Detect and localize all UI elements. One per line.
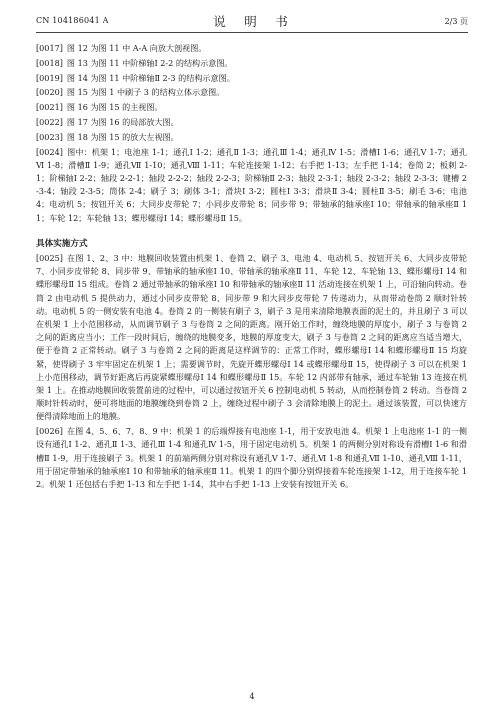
section-heading: 具体实施方式 <box>36 238 88 249</box>
paragraph-number: [0017] <box>36 43 63 53</box>
paragraph <box>36 252 467 424</box>
page-indicator: 2/3 页 <box>444 17 468 26</box>
paragraph <box>36 425 467 491</box>
paragraph-number: [0020] <box>36 87 63 98</box>
paragraph-number: [0022] <box>36 116 63 127</box>
header-rule <box>36 32 468 33</box>
paragraph-text: 图 16 为图 15 的主视图。 <box>66 102 163 113</box>
paragraph-number: [0018] <box>36 57 63 68</box>
paragraph-number: [0025] <box>36 253 63 263</box>
figure-description-list <box>36 42 467 225</box>
paragraph-number: [0021] <box>36 102 63 113</box>
page-header <box>36 12 468 32</box>
patent-number: CN 104186041 A <box>36 16 109 25</box>
paragraph-text: 图 15 为图 1 中刷子 3 的结构立体示意图。 <box>66 87 225 98</box>
embodiment-paragraphs <box>36 252 467 491</box>
paragraph <box>36 146 467 225</box>
paragraph <box>36 57 467 70</box>
paragraph <box>36 116 467 129</box>
paragraph-text: 在图 4、5、6、7、8、9 中：机架 1 的后端焊接有电池座 1-1，用于安放电池 4。机架 1 上电池座 1-1 的一侧设有通孔Ⅰ 1-2、通孔Ⅱ 1-3、通孔Ⅲ 1-4 和通孔Ⅳ 1-5，用于固定电动机 5。机架 1 的两侧分别对称设有滑槽Ⅰ 1-6 和滑槽Ⅱ 1-9，用于连接刷子 3。机架 1 的前端两侧分别对称设有通孔Ⅴ 1-7、通孔Ⅵ 1-8 和通孔Ⅶ 1-10、通孔Ⅷ 1-11，用于固定带轴承的轴承座Ⅰ 10 和带轴承的轴承座Ⅱ 11。机架 1 的四个脚分别焊接着车轮连接架 1-12，用于连接车轮 12。机架 1 还包括右手把 1-13 和左手把 1-14，其中右手把 1-13 上安装有按钮开关 6。 <box>36 426 467 490</box>
paragraph-number: [0024] <box>36 146 63 157</box>
paragraph-text: 图 17 为图 16 的局部放大图。 <box>66 116 179 127</box>
document-title: 说 明 书 <box>213 14 291 29</box>
page-number: 4 <box>249 692 255 701</box>
paragraph-text: 图 14 为图 11 中阶梯轴Ⅱ 2-3 的结构示意图。 <box>66 72 235 83</box>
paragraph-text: 图中：机架 1；电池座 1-1；通孔Ⅰ 1-2；通孔Ⅱ 1-3；通孔Ⅲ 1-4；通孔Ⅳ 1-5；滑槽Ⅰ 1-6；通孔Ⅴ 1-7；通孔Ⅵ 1-8；滑槽Ⅱ 1-9；通孔Ⅶ 1-10；通孔Ⅷ 1-11；车轮连接架 1-12；右手把 1-13；左手把 1-14；卷筒 2；板刺 2-1；阶梯轴Ⅰ 2-2；轴段 2-2-1；轴段 2-2-2；轴段 2-2-3；阶梯轴Ⅱ 2-3；轴段 2-3-1；轴段 2-3-2；轴段 2-3-3；键槽 2-3-4；轴段 2-3-5；筒体 2-4；刷子 3；刷体 3-1；滑块Ⅰ 3-2；圆柱Ⅰ 3-3；滑块Ⅱ 3-4；圆柱Ⅱ 3-5；刷毛 3-6；电池 4；电动机 5；按钮开关 6；大同步皮带轮 7；小同步皮带轮 8；同步带 9；带轴承的轴承座Ⅰ 10；带轴承的轴承座Ⅱ 11；车轮 12；车轮轴 13；蝶形螺母Ⅰ 14；蝶形螺母Ⅱ 15。 <box>36 146 467 223</box>
paragraph-text: 图 18 为图 15 的放大左视图。 <box>66 131 179 142</box>
paragraph-text: 图 13 为图 11 中阶梯轴Ⅰ 2-2 的结构示意图。 <box>66 57 233 68</box>
paragraph <box>36 86 467 99</box>
paragraph <box>36 131 467 144</box>
paragraph-number: [0019] <box>36 72 63 83</box>
document-body <box>36 42 467 493</box>
paragraph <box>36 72 467 85</box>
paragraph-number: [0026] <box>36 426 63 437</box>
paragraph <box>36 101 467 114</box>
paragraph-number: [0023] <box>36 131 63 142</box>
paragraph-text: 图 12 为图 11 中 A-A 向放大剖视图。 <box>66 43 207 53</box>
paragraph <box>36 42 467 55</box>
paragraph-text: 在图 1、2、3 中：地膜回收装置由机架 1、卷筒 2、刷子 3、电池 4、电动机 5、按钮开关 6、大同步皮带轮 7、小同步皮带轮 8、同步带 9、带轴承的轴承座Ⅰ 10、带轴承的轴承座Ⅱ 11、车轮 12、车轮轴 13、蝶形螺母Ⅰ 14 和蝶形螺母Ⅱ 15 组成。卷筒 2 通过带轴承的轴承座Ⅰ 10 和带轴承的轴承座Ⅱ 11 活动连接在机架 1 上，可沿轴向转动。卷筒 2 由电动机 5 提供动力，通过小同步皮带轮 8、同步带 9 和大同步皮带轮 7 传递动力，从而带动卷筒 2 顺时针转动。电动机 5 的一侧安装有电池 4。卷筒 2 的一侧装有刷子 3，刷子 3 是用来清除地膜表面的泥土的，并且刷子 3 可以在机架 1 上小范围移动，从而调节刷子 3 与卷筒 2 之间的距离。刚开始工作时，缠绕地膜的厚度小，刷子 3 与卷筒 2 之间的距离应当小；工作一段时间后，缠绕的地膜变多，地膜的厚度变大，刷子 3 与卷筒 2 之间的距离应当适当增大，便于卷筒 2 正常转动。刷子 3 与卷筒 2 之间的距离是这样调节的：正常工作时，蝶形螺母Ⅰ 14 和蝶形螺母Ⅱ 15 均旋紧，使得刷子 3 牢牢固定在机架 1 上；需要调节时，先旋开蝶形螺母Ⅰ 14 或蝶形螺母Ⅱ 15，使得刷子 3 可以在机架 1 上小范围移动，调节好距离后再旋紧蝶形螺母Ⅰ 14 和蝶形螺母Ⅱ 15。车轮 12 内部带有轴承，通过车轮轴 13 连接在机架 1 上。在推动地膜回收装置前进的过程中，可以通过按钮开关 6 控制电动机 5 转动，从而控制卷筒 2 转动。当卷筒 2 顺时针转动时，便可将地面的地膜缠绕到卷筒 2 上，缠绕过程中刷子 3 会清除地膜上的泥土。通过该装置，可以快速方便得清除地面上的地膜。 <box>36 253 467 422</box>
